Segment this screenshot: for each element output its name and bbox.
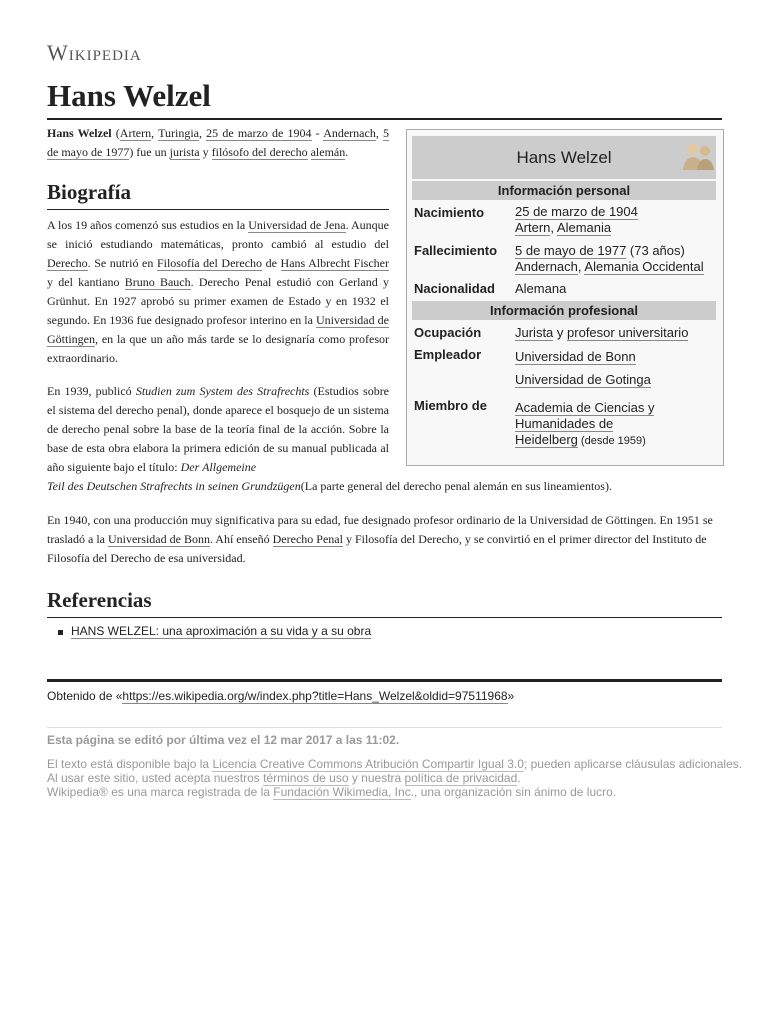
link-filosofo-derecho[interactable]: filósofo del derecho	[211, 145, 308, 159]
text: -	[311, 126, 324, 140]
license-text	[47, 757, 747, 799]
value-ocupacion	[515, 325, 688, 341]
text: y nuestra	[348, 771, 405, 785]
text: .	[345, 145, 349, 159]
text: ,	[151, 126, 159, 140]
label-ocupacion: Ocupación	[414, 325, 482, 340]
link-bruno-bauch[interactable]: Bruno Bauch	[124, 275, 191, 289]
link-universidad-bonn[interactable]: Universidad de Bonn	[107, 532, 210, 546]
book-title-1: Studien zum System des Strafrechts	[135, 384, 310, 398]
text: . Se nutrió en	[87, 256, 157, 270]
text: (La parte general del derecho penal alemán en sus lineamientos).	[300, 479, 612, 493]
link-universidad-bonn[interactable]: Universidad de Bonn	[515, 349, 636, 364]
text: En 1940, con una producción muy significativa para su edad, fue designado profesor ordinario de la Universidad de Göttingen. En 1951 se trasladó a la	[47, 513, 713, 546]
link-turingia[interactable]: Turingia	[158, 126, 199, 140]
text: (	[111, 126, 120, 140]
license-link[interactable]: Licencia Creative Commons Atribución Compartir Igual 3.0	[212, 757, 524, 771]
link-death-date[interactable]: 5 de mayo de 1977	[47, 126, 389, 159]
text: y	[199, 145, 212, 159]
text: (73 años)	[626, 243, 685, 258]
text: y del kantiano	[47, 275, 125, 289]
text: (desde 1959)	[577, 435, 646, 447]
link-academia-heidelberg-1[interactable]: Academia de Ciencias y	[515, 400, 655, 415]
permalink[interactable]: https://es.wikipedia.org/w/index.php?title=Hans_Welzel&oldid=97511968	[122, 689, 508, 703]
footer-divider-2	[47, 727, 722, 728]
link-andernach[interactable]: Andernach	[515, 259, 578, 274]
last-edited: Esta página se editó por última vez el 12 mar 2017 a las 11:02.	[47, 733, 400, 747]
link-universidad-gotinga[interactable]: Universidad de Gotinga	[515, 372, 651, 387]
infobox-section-profesional: Información profesional	[412, 301, 716, 320]
link-jurista[interactable]: Jurista	[515, 325, 554, 340]
text: de	[262, 256, 281, 270]
text: Wikipedia® es una marca registrada de la	[47, 785, 274, 799]
infobox-title: Hans Welzel	[412, 136, 716, 179]
text: ; pueden aplicarse cláusulas adicionales. Al usar este sitio, usted acepta nuestros	[47, 757, 743, 785]
value-empleador-2	[515, 372, 651, 388]
link-filosofia-derecho[interactable]: Filosofía del Derecho	[156, 256, 263, 270]
people-icon	[681, 138, 715, 172]
value-nacimiento: 25 de marzo de 1904 Artern, Alemania	[515, 204, 638, 235]
link-alemania-occidental[interactable]: Alemania Occidental	[584, 259, 704, 274]
text: , en la que un año más tarde se lo designaría como profesor extraordinario.	[47, 332, 389, 365]
link-academia-heidelberg-3[interactable]: Heidelberg	[515, 432, 578, 447]
reference-link[interactable]: HANS WELZEL: una aproximación a su vida y a su obra	[71, 624, 372, 638]
text: ,	[375, 126, 383, 140]
lead-paragraph	[47, 124, 389, 162]
link-birth-date[interactable]: 25 de marzo de 1904	[515, 204, 638, 219]
terms-link[interactable]: términos de uso	[263, 771, 349, 785]
value-fallecimiento: 5 de mayo de 1977 (73 años) Andernach, Alemania Occidental	[515, 243, 704, 274]
infobox-section-personal: Información personal	[412, 181, 716, 200]
link-aleman[interactable]: alemán	[310, 145, 346, 159]
text: El texto está disponible bajo la	[47, 757, 213, 771]
text: Obtenido de «	[47, 689, 123, 703]
text: y Filosofía del Derecho, y se convirtió en el primer director del Instituto de Filosofía del Derecho de esa universidad.	[47, 532, 707, 565]
biografia-paragraph-3	[47, 511, 731, 568]
text: ,	[199, 126, 207, 140]
link-andernach[interactable]: Andernach	[323, 126, 376, 140]
text: . Derecho Penal estudió con Gerland y Grünhut. En 1927 aprobó su primer examen de Estado y en 1932 el segundo. En 1936 fue designado profesor interino en la	[47, 275, 389, 327]
infobox	[406, 129, 724, 466]
link-derecho-penal[interactable]: Derecho Penal	[272, 532, 343, 546]
value-empleador-1	[515, 349, 636, 365]
link-academia-heidelberg-2[interactable]: Humanidades de	[515, 416, 614, 431]
label-nacionalidad: Nacionalidad	[414, 281, 495, 296]
text: »	[507, 689, 515, 703]
text: .	[517, 771, 521, 785]
link-derecho[interactable]: Derecho	[47, 256, 88, 270]
page-title: Hans Welzel	[47, 78, 722, 120]
footer-divider	[47, 679, 722, 682]
link-alemania[interactable]: Alemania	[556, 220, 612, 235]
retrieved-from	[47, 689, 514, 703]
link-jurista[interactable]: jurista	[169, 145, 200, 159]
biografia-paragraph-1	[47, 216, 389, 368]
link-artern[interactable]: Artern	[119, 126, 152, 140]
text: . Ahí enseñó	[209, 532, 273, 546]
heading-referencias: Referencias	[47, 588, 722, 618]
biografia-paragraph-2-end	[47, 477, 722, 496]
book-title-2b: Teil des Deutschen Strafrechts in seinen Grundzügen	[47, 479, 301, 493]
list-item	[71, 624, 371, 638]
text: y	[553, 325, 568, 340]
references-list	[47, 624, 371, 638]
label-empleador: Empleador	[414, 347, 482, 362]
link-birth-date[interactable]: 25 de marzo de 1904	[206, 126, 312, 140]
text: ) fue un	[129, 145, 170, 159]
book-title-2a: Der Allgemeine	[180, 460, 257, 474]
label-nacimiento: Nacimiento	[414, 205, 485, 220]
heading-biografia: Biografía	[47, 180, 389, 210]
text: En 1939, publicó	[47, 384, 136, 398]
text: ., una organización sin ánimo de lucro.	[410, 785, 617, 799]
link-death-date[interactable]: 5 de mayo de 1977	[515, 243, 627, 258]
label-fallecimiento: Fallecimiento	[414, 243, 498, 258]
text: (Estudios sobre el sistema del derecho penal), donde aparece el bosquejo de un sistema de derecho penal sobre la base de la teoría final de la acción. Sobre la base de esta obra elabora la primera edición de su manual publicada al año siguiente bajo el título:	[47, 384, 390, 474]
biografia-paragraph-2-text	[47, 382, 389, 477]
link-universidad-jena[interactable]: Universidad de Jena	[248, 218, 346, 232]
wikimedia-link[interactable]: Fundación Wikimedia, Inc	[273, 785, 411, 799]
wikipedia-logo[interactable]: Wikipedia	[47, 40, 142, 65]
value-nacionalidad: Alemana	[515, 281, 567, 296]
privacy-link[interactable]: política de privacidad	[404, 771, 518, 785]
label-miembro: Miembro de	[414, 398, 487, 413]
link-artern[interactable]: Artern	[515, 220, 551, 235]
link-profesor-universitario[interactable]: profesor universitario	[567, 325, 689, 340]
link-universidad-gottingen[interactable]: Universidad de Göttingen	[47, 313, 389, 346]
link-hans-albrecht-fischer[interactable]: Hans Albrecht Fischer	[280, 256, 390, 270]
lead-name: Hans Welzel	[47, 126, 112, 140]
text: A los 19 años comenzó sus estudios en la	[47, 218, 249, 232]
value-miembro	[515, 400, 654, 449]
text: . Aunque se inició estudiando matemáticas, pronto cambió al estudio del	[47, 218, 389, 251]
